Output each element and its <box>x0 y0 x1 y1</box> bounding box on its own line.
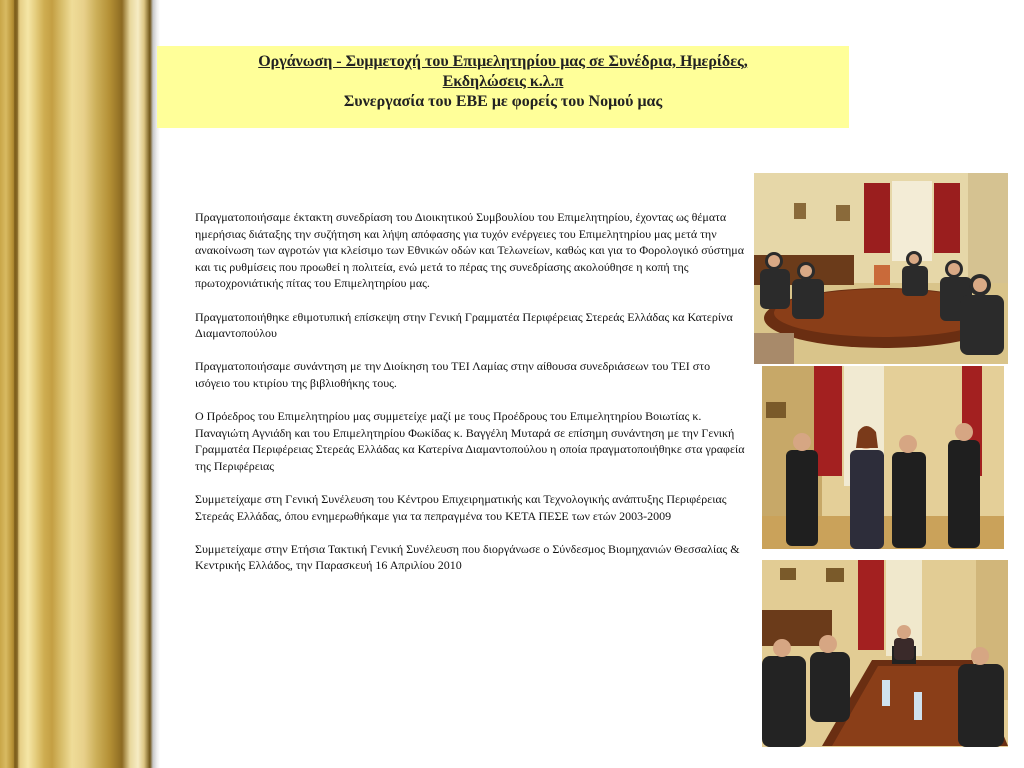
paragraph-presidents-meeting: Ο Πρόεδρος του Επιμελητηρίου μας συμμετείχε μαζί με τους Προέδρους του Επιμελητηρίου Βοιωτίας κ. Παναγιώτη Αγνιάδη και του Επιμελητηρίου Φωκίδας κ. Βαγγέλη Μυταρά σε επίσημη συνάντηση με την Γενική Γραμματέα Περιφέρειας Στερεάς Ελλάδας κα Κατερίνα Διαμαντοπούλου η οποία πραγματοποιήθηκε στα γραφεία της Περιφέρειας <box>195 409 745 473</box>
body-text <box>195 209 745 591</box>
title-box <box>157 46 849 128</box>
photo-presidents-meeting <box>762 560 1008 747</box>
paragraph-tei-meeting: Πραγματοποιήσαμε συνάντηση με την Διοίκηση του ΤΕΙ Λαμίας στην αίθουσα συνεδριάσεων του ΤΕΙ στο ισόγειο του κτιρίου της βιβλιοθήκης τους. <box>195 359 711 390</box>
paragraph-courtesy-visit: Πραγματοποιήθηκε εθιμοτυπική επίσκεψη στην Γενική Γραμματέα Περιφέρειας Στερεάς Ελλάδας κα Κατερίνα Διαμαντοπούλου <box>195 309 733 341</box>
paragraph-industry-assembly: Συμμετείχαμε στην Ετήσια Τακτική Γενική Συνέλευση που διοργάνωσε ο Σύνδεσμος Βιομηχανιών Θεσσαλίας & Κεντρικής Ελλάδος, την Παρασκευή 16 Απριλίου 2010 <box>195 541 740 573</box>
title-line-2: Εκδηλώσεις κ.λ.π <box>442 73 564 90</box>
photo-courtesy-visit <box>762 366 1004 549</box>
title-line-3: Συνεργασία του ΕΒΕ με φορείς του Νομού μας <box>343 93 663 110</box>
paragraph-board-meeting: Πραγματοποιήσαμε έκτακτη συνεδρίαση του Διοικητικού Συμβουλίου του Επιμελητηρίου, έχοντας ως θέματα ημερήσιας διάταξης την συζήτηση και λήψη απόφασης για τυχόν ενέργειες του Επιμελητηρίου μας μετά την ανακοίνωση των αγροτών για κλείσιμο των Εθνικών οδών και Τελωνείων, καθώς και για το Φορολογικό σύστημα και τις ρυθμίσεις που προωθεί η πολιτεία, ενώ μετά το πέρας της συνεδρίασης ακολούθησε η κοπή της πρωτοχρονιάτικής πίτας του Επιμελητηρίου μας. <box>195 210 744 291</box>
decorative-gold-band <box>0 0 160 768</box>
photo-board-meeting <box>754 173 1008 364</box>
title-line-1: Οργάνωση - Συμμετοχή του Επιμελητηρίου μας σε Συνέδρια, Ημερίδες, <box>258 53 748 70</box>
paragraph-keta-assembly: Συμμετείχαμε στη Γενική Συνέλευση του Κέντρου Επιχειρηματικής και Τεχνολογικής ανάπτυξης Περιφέρειας Στερεάς Ελλάδας, όπου ενημερωθήκαμε για τα πεπραγμένα του ΚΕΤΑ ΠΕΣΕ των ετών 2003-2009 <box>195 492 727 523</box>
